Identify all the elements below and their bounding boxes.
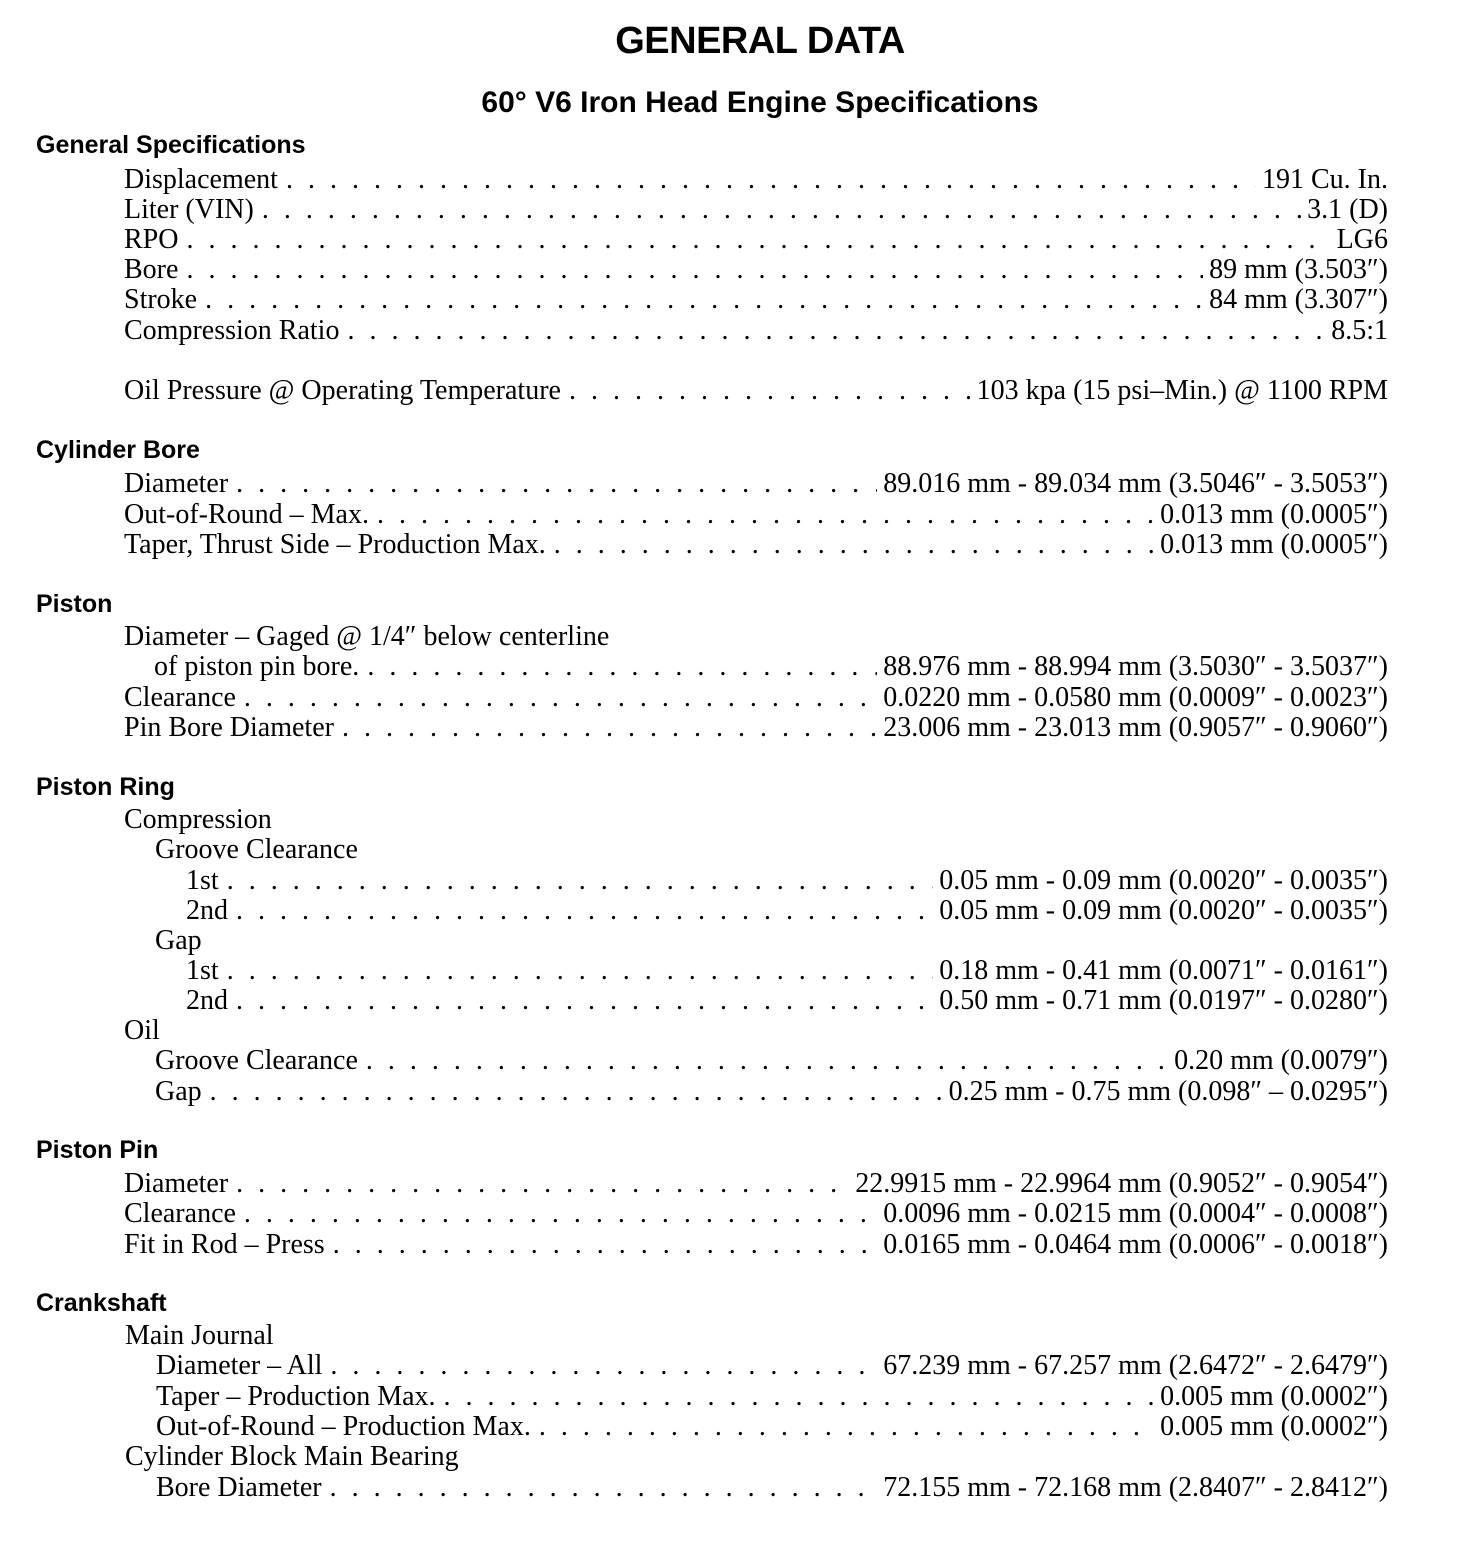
spec-row — [124, 255, 1388, 285]
dot-leader — [227, 866, 934, 896]
spec-row — [156, 1412, 1388, 1442]
dot-leader — [236, 896, 933, 926]
spec-row — [155, 1077, 1388, 1107]
spec-row — [186, 896, 1388, 926]
spec-value: 0.50 mm - 0.71 mm (0.0197″ - 0.0280″) — [939, 985, 1388, 1016]
dot-leader — [236, 469, 877, 499]
dot-leader — [244, 683, 877, 713]
spec-label: Displacement — [124, 164, 278, 195]
spec-value: 72.155 mm - 72.168 mm (2.8407″ - 2.8412″) — [883, 1472, 1388, 1503]
spec-value: 0.20 mm (0.0079″) — [1174, 1045, 1388, 1076]
spec-row — [124, 683, 1388, 713]
dot-leader — [244, 1199, 877, 1229]
spec-row — [156, 1473, 1388, 1503]
spec-value: 0.013 mm (0.0005″) — [1160, 529, 1388, 560]
spec-row — [124, 500, 1388, 530]
dot-leader — [377, 500, 1154, 530]
section-heading: Crankshaft — [36, 1289, 167, 1317]
dot-leader — [286, 165, 1256, 195]
spec-label: Clearance — [124, 682, 236, 713]
dot-leader — [205, 285, 1203, 315]
spec-label: Taper, Thrust Side – Production Max. — [124, 529, 546, 560]
dot-leader — [347, 316, 1325, 346]
spec-label: Pin Bore Diameter — [124, 712, 334, 743]
spec-value: 103 kpa (15 psi–Min.) @ 1100 RPM — [976, 375, 1388, 406]
sub-label: Compression — [124, 804, 272, 835]
spec-label: Stroke — [124, 284, 198, 315]
dot-leader — [342, 713, 877, 743]
dot-leader — [444, 1382, 1155, 1412]
spec-row — [154, 652, 1388, 682]
dot-leader — [330, 1351, 877, 1381]
spec-value: 3.1 (D) — [1307, 194, 1388, 225]
spec-row — [124, 469, 1388, 499]
sub-label: Groove Clearance — [155, 834, 358, 865]
spec-value: 22.9915 mm - 22.9964 mm (0.9052″ - 0.9054″) — [855, 1168, 1388, 1199]
spec-value: 0.25 mm - 0.75 mm (0.098″ – 0.0295″) — [948, 1076, 1388, 1107]
spec-row — [124, 285, 1388, 315]
dot-leader — [236, 1169, 849, 1199]
sub-label: Cylinder Block Main Bearing — [125, 1441, 459, 1472]
dot-leader — [186, 255, 1203, 285]
spec-row — [124, 195, 1388, 225]
spec-value: 191 Cu. In. — [1262, 164, 1388, 195]
section-heading: Piston Ring — [36, 773, 175, 801]
sub-label: Oil — [124, 1015, 160, 1046]
section-heading: General Specifications — [36, 131, 306, 159]
dot-leader — [366, 1046, 1168, 1076]
spec-value: 8.5:1 — [1331, 315, 1388, 346]
sub-label: Diameter – Gaged @ 1/4″ below centerline — [124, 621, 610, 652]
spec-row — [124, 1169, 1388, 1199]
spec-row — [156, 1351, 1388, 1381]
spec-label: Diameter — [124, 1168, 229, 1199]
spec-value: 88.976 mm - 88.994 mm (3.5030″ - 3.5037″) — [883, 651, 1388, 682]
dot-leader — [262, 195, 1301, 225]
page-title: GENERAL DATA — [615, 20, 905, 62]
spec-label: Gap — [155, 1076, 202, 1107]
spec-value: 0.005 mm (0.0002″) — [1160, 1381, 1388, 1412]
spec-label: Bore — [124, 254, 179, 285]
spec-value: 0.05 mm - 0.09 mm (0.0020″ - 0.0035″) — [939, 865, 1388, 896]
spec-label: 1st — [186, 955, 219, 986]
spec-label: Bore Diameter — [156, 1472, 322, 1503]
spec-value: 0.013 mm (0.0005″) — [1160, 499, 1388, 530]
spec-value: 0.0165 mm - 0.0464 mm (0.0006″ - 0.0018″) — [883, 1229, 1388, 1260]
spec-value: 67.239 mm - 67.257 mm (2.6472″ - 2.6479″) — [883, 1350, 1388, 1381]
dot-leader — [367, 652, 877, 682]
sub-label: Gap — [155, 925, 202, 956]
spec-label: 1st — [186, 865, 219, 896]
dot-leader — [554, 530, 1154, 560]
sub-label: Main Journal — [125, 1320, 274, 1351]
dot-leader — [210, 1077, 943, 1107]
spec-value: 0.0096 mm - 0.0215 mm (0.0004″ - 0.0008″) — [883, 1198, 1388, 1229]
spec-label: Fit in Rod – Press — [124, 1229, 325, 1260]
spec-value: 0.005 mm (0.0002″) — [1160, 1411, 1388, 1442]
spec-row — [186, 866, 1388, 896]
spec-label: Clearance — [124, 1198, 236, 1229]
dot-leader — [569, 376, 971, 406]
dot-leader — [333, 1230, 878, 1260]
spec-label: Out-of-Round – Production Max. — [156, 1411, 531, 1442]
spec-row — [124, 316, 1388, 346]
spec-value: 89.016 mm - 89.034 mm (3.5046″ - 3.5053″) — [883, 468, 1388, 499]
spec-label: Oil Pressure @ Operating Temperature — [124, 375, 561, 406]
spec-label: Out-of-Round – Max. — [124, 499, 369, 530]
dot-leader — [236, 986, 933, 1016]
spec-row — [156, 1382, 1388, 1412]
spec-value: 84 mm (3.307″) — [1209, 284, 1388, 315]
spec-value: 0.05 mm - 0.09 mm (0.0020″ - 0.0035″) — [939, 895, 1388, 926]
spec-row — [124, 530, 1388, 560]
section-heading: Cylinder Bore — [36, 436, 200, 464]
spec-value: LG6 — [1336, 224, 1388, 255]
spec-label: 2nd — [186, 985, 228, 1016]
spec-label: RPO — [124, 224, 179, 255]
spec-label: Diameter — [124, 468, 229, 499]
spec-value: 89 mm (3.503″) — [1209, 254, 1388, 285]
spec-row — [124, 165, 1388, 195]
spec-row — [124, 1230, 1388, 1260]
spec-row — [186, 956, 1388, 986]
spec-row — [124, 376, 1388, 406]
spec-label: Diameter – All — [156, 1350, 323, 1381]
spec-row — [124, 713, 1388, 743]
dot-leader — [186, 225, 1330, 255]
section-heading: Piston — [36, 590, 113, 618]
spec-row — [124, 1199, 1388, 1229]
spec-label: Compression Ratio — [124, 315, 340, 346]
spec-row — [155, 1046, 1388, 1076]
spec-value: 0.18 mm - 0.41 mm (0.0071″ - 0.0161″) — [939, 955, 1388, 986]
spec-label: Taper – Production Max. — [156, 1381, 436, 1412]
dot-leader — [227, 956, 934, 986]
spec-label: 2nd — [186, 895, 228, 926]
spec-label: of piston pin bore. — [154, 651, 360, 682]
spec-row — [186, 986, 1388, 1016]
spec-label: Groove Clearance — [155, 1045, 358, 1076]
spec-row — [124, 225, 1388, 255]
section-heading: Piston Pin — [36, 1136, 159, 1164]
spec-label: Liter (VIN) — [124, 194, 254, 225]
dot-leader — [330, 1473, 878, 1503]
spec-value: 23.006 mm - 23.013 mm (0.9057″ - 0.9060″) — [883, 712, 1388, 743]
spec-value: 0.0220 mm - 0.0580 mm (0.0009″ - 0.0023″) — [883, 682, 1388, 713]
page-subtitle: 60° V6 Iron Head Engine Specifications — [481, 86, 1039, 119]
dot-leader — [539, 1412, 1154, 1442]
